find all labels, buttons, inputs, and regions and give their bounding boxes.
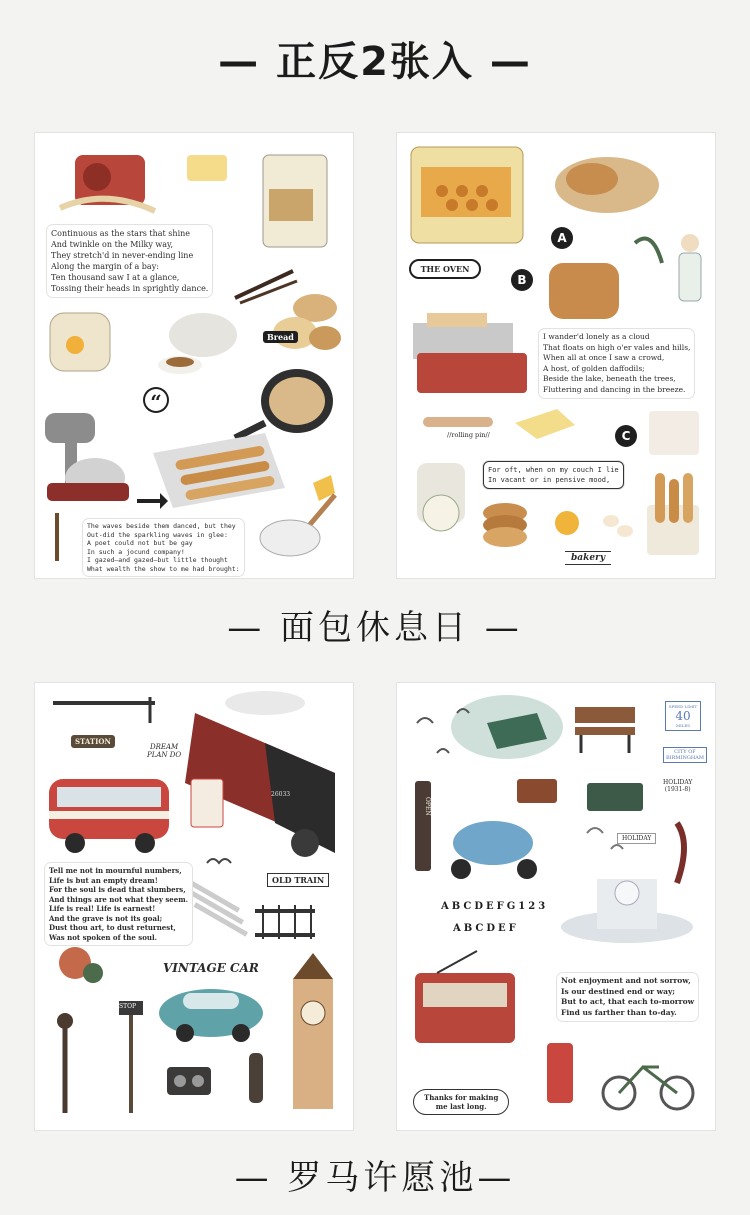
- poem-lonely-cloud: I wander'd lonely as a cloud That floats on high o'er vales and hills, When all at once I saw a crowd, A host, of golden daffodils; Beside the lake, beneath the trees, Fluttering and dancing in the breeze.: [539, 329, 694, 398]
- speed-limit-sign: [665, 701, 701, 731]
- baguette-basket-sticker: [647, 473, 699, 555]
- glass-bottle-sticker: [679, 234, 701, 301]
- quote-mark-sticker: “: [145, 389, 167, 411]
- bread-board-sticker: [555, 157, 659, 213]
- station-signpost-sticker: [53, 697, 155, 723]
- teabag-sticker: [649, 411, 699, 455]
- poem-not-enjoyment: Not enjoyment and not sorrow, Is our destined end or way; But to act, that each to-morrow Find us farther than to-day.: [557, 973, 698, 1021]
- toaster-oven-sticker: [411, 147, 523, 243]
- pasta-machine-sticker: [60, 155, 155, 211]
- stand-mixer-sticker: [45, 413, 129, 501]
- red-bus-sticker: [49, 779, 169, 853]
- the-oven-label: THE OVEN: [409, 259, 481, 279]
- radio-sticker: [167, 1067, 211, 1095]
- butter-dish-sticker: [515, 409, 575, 439]
- honey-jar-sticker: [555, 511, 579, 535]
- title-double-sided: — 正反2张入 —: [218, 39, 532, 85]
- butter-sticker: [187, 155, 227, 181]
- grill-stove-sticker: [413, 313, 527, 393]
- open-sign-text: OPEN: [424, 797, 431, 816]
- bicycle-sticker: [603, 1067, 693, 1109]
- sticker-sheet-travel-back: [397, 683, 715, 1130]
- park-bench-sticker: [575, 707, 635, 753]
- kitchen-scale-sticker: [417, 463, 465, 531]
- arrow-icon: [137, 493, 168, 509]
- stop-sign-sticker: [119, 1001, 143, 1113]
- flower-bouquet-sticker: [59, 947, 103, 983]
- baguette-tray-sticker: [153, 433, 285, 508]
- umbrella-sticker: [677, 823, 684, 883]
- old-train-label: OLD TRAIN: [267, 873, 329, 887]
- bread-tag: Bread: [263, 331, 298, 343]
- station-sign: STATION: [71, 735, 115, 748]
- bowl-sticker: [260, 520, 320, 556]
- ticket-sticker: [191, 779, 223, 827]
- toaster-sticker: [50, 313, 110, 371]
- iron-fence-sticker: [255, 905, 315, 939]
- thanks-bubble: Thanks for making me last long.: [413, 1089, 509, 1115]
- typed-poem-couch: For oft, when on my couch I lie In vacant or in pensive mood,: [483, 461, 624, 489]
- vespa-scooter-sticker: [451, 821, 537, 879]
- red-tram-sticker: [415, 951, 515, 1043]
- poem-daffodils-verse: Continuous as the stars that shine And twinkle on the Milky way, They stretch'd in never-ending line Along the margin of a bay: Ten thousand saw I at a glance, Tossing their heads in sprightly dance.: [47, 225, 212, 297]
- bollard-sticker: [249, 1053, 263, 1103]
- rosemary-sticker: [635, 239, 662, 264]
- bagel-stack-sticker: [483, 503, 527, 547]
- rolling-pin-sticker: [423, 417, 493, 427]
- clock-tower-sticker: [293, 953, 333, 1109]
- crosswalk-sticker: [186, 878, 248, 936]
- poem-psalm-of-life: Tell me not in mournful numbers, Life is but an empty dream! For the soul is dead that slumbers, And things are not what they seem. Life is real! Life is earnest! And the grave is not its goal; Dust thou art, to dust returnest, Was not spoken of the soul.: [45, 863, 192, 945]
- sticker-sheet-bakery-front: [35, 133, 353, 578]
- stop-sign-text: STOP: [119, 1003, 137, 1010]
- title-roman-wishing-pool: — 罗马许愿池—: [234, 1158, 516, 1198]
- train-number: 26033: [271, 791, 291, 798]
- steam-train-sticker: [185, 691, 335, 857]
- badge-a: A: [551, 227, 573, 249]
- bakery-label: bakery: [565, 551, 611, 565]
- holiday-signature: HOLIDAY (1931-8): [663, 779, 693, 793]
- city-sign: CITY OF BIRMINGHAM: [663, 747, 707, 763]
- seagulls-boat-sticker: [417, 695, 563, 759]
- vintage-car-label: VINTAGE CAR: [163, 961, 259, 975]
- speed-limit-title: SPEED LIMIT: [668, 704, 698, 709]
- alphabet-row-1: ABCDEFG123: [441, 901, 549, 912]
- open-sign-sticker: [415, 781, 431, 871]
- sticker-sheet-travel-front: [35, 683, 353, 1130]
- badge-b: B: [511, 269, 533, 291]
- poem-waves-verse: The waves beside them danced, but they Out-did the sparkling waves in glee: A poet could not but be gay In such a jocund company! I gazed—and gazed—but little thought What wealth the show to me had brought:: [83, 519, 244, 576]
- dream-plan-do-text: DREAM PLAN DO: [147, 743, 182, 759]
- cast-iron-pan-sticker: [235, 369, 333, 438]
- teapot-sticker: [158, 313, 237, 374]
- vintage-car-sticker: [159, 989, 263, 1042]
- birds-sticker: [207, 859, 231, 863]
- speed-limit-value: 40: [675, 709, 691, 723]
- cookies-sticker: [549, 263, 619, 319]
- sticker-sheet-bakery-back: [397, 133, 715, 578]
- sheet1-illustrations: [35, 133, 353, 578]
- fuel-pump-sticker: [547, 1043, 573, 1103]
- speed-limit-unit: MILES: [676, 723, 690, 728]
- holiday-tag: HOLIDAY: [617, 833, 656, 844]
- title-bread-rest-day: — 面包休息日 —: [227, 608, 523, 648]
- alphabet-row-2: ABCDEF: [453, 923, 519, 934]
- badge-c: C: [615, 425, 637, 447]
- rolling-pin-caption: //rolling pin//: [447, 431, 490, 439]
- suitcases-sticker: [517, 779, 643, 811]
- eggs-sticker: [603, 515, 633, 537]
- vintage-oven-sticker: [263, 155, 327, 247]
- fountain-sticker: [561, 879, 693, 943]
- street-lamp-sticker: [57, 1013, 73, 1113]
